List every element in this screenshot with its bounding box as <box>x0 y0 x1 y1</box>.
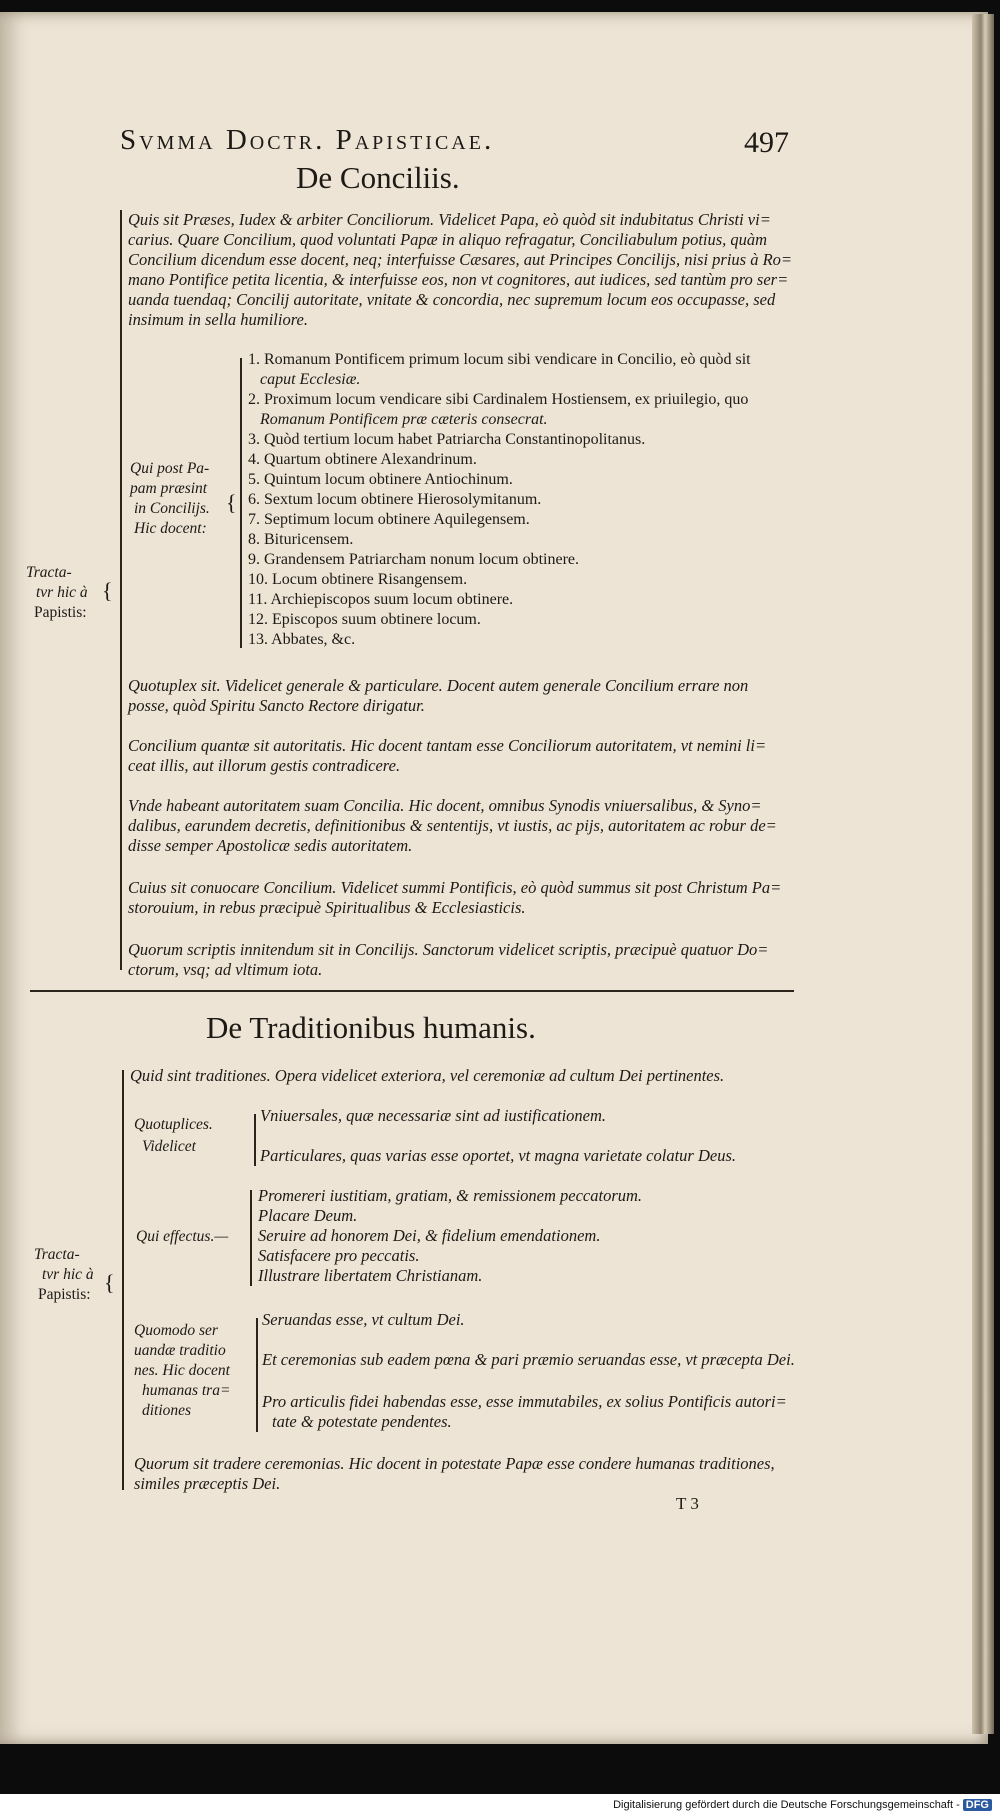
side-label-2-line2: tvr hic à <box>42 1266 94 1283</box>
side-label-line1: Tracta- <box>26 564 72 581</box>
effectus-item: Placare Deum. <box>258 1206 358 1225</box>
order-brace-tip: { <box>226 490 237 515</box>
quomodo-item: Pro articulis fidei habendas esse, esse immutabiles, ex solius Pontificis autori= <box>262 1392 787 1411</box>
quomodo-label: Quomodo ser <box>134 1322 218 1339</box>
order-brace-line <box>240 358 242 648</box>
order-item-2-cont: Romanum Pontificem præ cæteris consecrat. <box>260 411 548 428</box>
quomodo-item: Seruandas esse, vt cultum Dei. <box>262 1310 465 1329</box>
entry-praeses-line: carius. Quare Concilium, quod voluntati Papæ in aliquo refragatur, Conciliabulum potius, quàm <box>128 230 768 249</box>
order-item-2: 2. Proximum locum vendicare sibi Cardinalem Hostiensem, ex priuilegio, quo <box>248 391 749 408</box>
section-title-traditionibus: De Traditionibus humanis. <box>206 1010 536 1045</box>
credit-text: Digitalisierung gefördert durch die Deutsche Forschungsgemeinschaft - <box>613 1799 960 1811</box>
page-number: 497 <box>744 126 789 159</box>
brace-tip-2: { <box>104 1270 115 1295</box>
qui-post-label: Hic docent: <box>134 520 207 537</box>
order-item-9: 9. Grandensem Patriarcham nonum locum obtinere. <box>248 551 580 568</box>
qui-post-label: Qui post Pa- <box>130 460 210 477</box>
quomodo-label: humanas tra= <box>142 1382 231 1399</box>
quotuplices-label: Quotuplices. <box>134 1116 213 1133</box>
order-item-8: 8. Bituricensem. <box>248 531 354 548</box>
order-item-1: 1. Romanum Pontificem primum locum sibi vendicare in Concilio, eò quòd sit <box>248 351 751 368</box>
entry-autoritas-line: Concilium quantæ sit autoritatis. Hic docent tantam esse Conciliorum autoritatem, vt nemini li= <box>128 736 767 755</box>
effectus-item: Illustrare libertatem Christianam. <box>258 1266 483 1285</box>
entry-praeses-line: uanda tuendaq; Concilij autoritate, vnitate & concordia, nec supremum locum eos occupasse, sed <box>128 290 776 309</box>
order-item-7: 7. Septimum locum obtinere Aquilegensem. <box>248 511 530 528</box>
quomodo-label: uandæ traditio <box>134 1342 226 1359</box>
side-label-line2: tvr hic à <box>36 584 88 601</box>
quomodo-brace-line <box>256 1318 258 1432</box>
dfg-logo-icon: DFG <box>963 1799 992 1811</box>
outer-brace-line-2 <box>122 1070 124 1490</box>
section-divider <box>30 990 794 992</box>
entry-quotuplex-line: Quotuplex sit. Videlicet generale & particulare. Docent autem generale Concilium errare non <box>128 676 749 695</box>
quotuplices-brace-line <box>254 1114 256 1166</box>
order-item-4: 4. Quartum obtinere Alexandrinum. <box>248 451 477 468</box>
entry-unde-line: Vnde habeant autoritatem suam Concilia. Hic docent, omnibus Synodis vniuersalibus, & Syno= <box>128 796 762 815</box>
qui-post-label: in Concilijs. <box>134 500 210 517</box>
entry-cuius-line: storouium, in rebus præcipuè Spiritualibus & Ecclesiasticis. <box>128 898 526 917</box>
entry-praeses-line: Quis sit Præses, Iudex & arbiter Conciliorum. Videlicet Papa, eò quòd sit indubitatus Christi vi= <box>128 210 771 229</box>
order-item-12: 12. Episcopos suum obtinere locum. <box>248 611 481 628</box>
entry-quorum-tradere: Quorum sit tradere ceremonias. Hic docent in potestate Papæ esse condere humanas traditiones, <box>134 1454 775 1473</box>
quotuplices-item: Particulares, quas varias esse oportet, vt magna varietate colatur Deus. <box>260 1146 736 1165</box>
order-item-11: 11. Archiepiscopos suum locum obtinere. <box>248 591 514 608</box>
order-item-10: 10. Locum obtinere Risangensem. <box>248 571 468 588</box>
order-item-6: 6. Sextum locum obtinere Hierosolymitanum. <box>248 491 542 508</box>
brace-tip: { <box>102 578 113 603</box>
entry-quorum-line: ctorum, vsq; ad vltimum iota. <box>128 960 323 979</box>
effectus-item: Seruire ad honorem Dei, & fidelium emendationem. <box>258 1226 601 1245</box>
section-title-conciliis: De Conciliis. <box>296 160 460 195</box>
signature-mark: T 3 <box>676 1494 699 1513</box>
effectus-item: Satisfacere pro peccatis. <box>258 1246 420 1265</box>
qui-post-label: pam præsint <box>130 480 208 497</box>
digitization-credit <box>613 1799 992 1811</box>
quomodo-item-cont: tate & potestate pendentes. <box>272 1412 452 1431</box>
quotuplices-item: Vniuersales, quæ necessariæ sint ad iustificationem. <box>260 1106 607 1125</box>
quomodo-label: nes. Hic docent <box>134 1362 230 1379</box>
effectus-brace-line <box>250 1190 252 1286</box>
entry-praeses-line: mano Pontifice petita licentia, & interfuisse eos, non vt cognitores, aut iudices, sed tantùm pro ser= <box>128 270 789 289</box>
quomodo-item: Et ceremonias sub eadem pœna & pari præmio seruandas esse, vt præcepta Dei. <box>262 1350 795 1369</box>
side-label-2-line3: Papistis: <box>38 1286 91 1303</box>
entry-praeses-line: Concilium dicendum esse docent, neq; interfuisse Cæsares, aut Principes Concilijs, nisi prius à Ro= <box>128 250 793 269</box>
side-label-2-line1: Tracta- <box>34 1246 80 1263</box>
order-item-5: 5. Quintum locum obtinere Antiochinum. <box>248 471 513 488</box>
entry-unde-line: dalibus, earundem decretis, definitionibus & sententijs, vt iustis, ac pijs, autoritatem ac robur de= <box>128 816 777 835</box>
entry-quorum-tradere: similes præceptis Dei. <box>134 1474 281 1493</box>
entry-praeses-line: insimum in sella humiliore. <box>128 310 308 329</box>
page-edge <box>972 14 994 1734</box>
entry-quorum-line: Quorum scriptis innitendum sit in Concilijs. Sanctorum videlicet scriptis, præcipuè quatuor Do= <box>128 940 769 959</box>
outer-brace-line <box>120 210 122 970</box>
quomodo-label: ditiones <box>142 1402 192 1419</box>
effectus-item: Promereri iustitiam, gratiam, & remissionem peccatorum. <box>258 1186 643 1205</box>
running-title: Svmma Doctr. Papisticae. <box>120 124 495 156</box>
side-label-line3: Papistis: <box>34 604 87 621</box>
order-item-13: 13. Abbates, &c. <box>248 631 356 648</box>
entry-quotuplex-line: posse, quòd Spiritu Sancto Rectore dirigatur. <box>128 696 425 715</box>
effectus-label: Qui effectus.— <box>136 1228 229 1245</box>
order-item-1-cont: caput Ecclesiæ. <box>260 371 361 388</box>
entry-unde-line: disse semper Apostolicæ sedis autoritatem. <box>128 836 413 855</box>
entry-autoritas-line: ceat illis, aut illorum gestis contradicere. <box>128 756 401 775</box>
quotuplices-label: Videlicet <box>142 1138 196 1155</box>
order-item-3: 3. Quòd tertium locum habet Patriarcha Constantinopolitanus. <box>248 431 646 448</box>
entry-quid-sint: Quid sint traditiones. Opera videlicet exteriora, vel ceremoniæ ad cultum Dei pertinentes. <box>130 1066 725 1085</box>
entry-cuius-line: Cuius sit conuocare Concilium. Videlicet summi Pontificis, eò quòd summus sit post Christum Pa= <box>128 878 782 897</box>
